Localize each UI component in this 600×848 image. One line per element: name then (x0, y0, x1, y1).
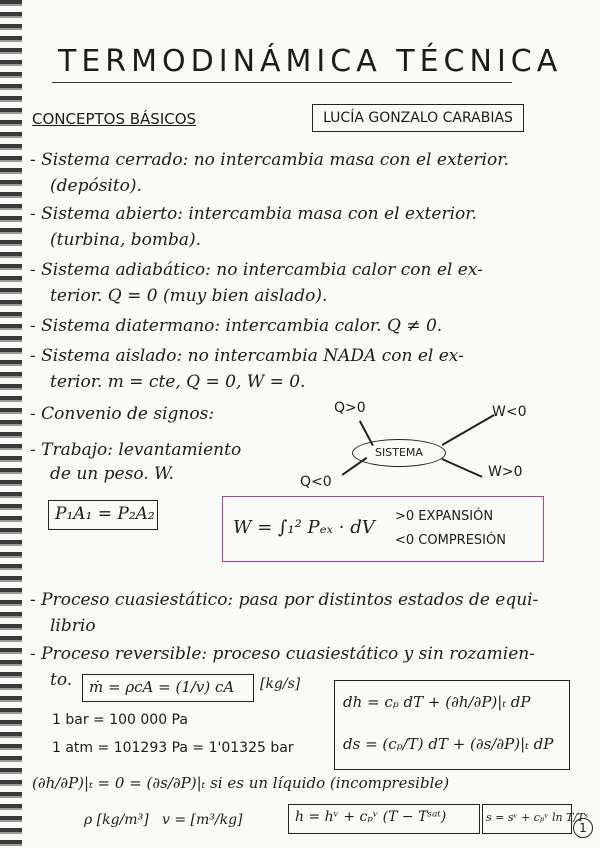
author-box: LUCÍA GONZALO CARABIAS (312, 104, 524, 132)
label-q-positive: Q>0 (334, 400, 366, 416)
work-compression: <0 COMPRESIÓN (395, 533, 506, 548)
line-convenio-signos: - Convenio de signos: (30, 404, 215, 424)
line-adiabatico-cont: terior. Q = 0 (muy bien aislado). (50, 286, 328, 306)
arrow-q-out (342, 457, 367, 475)
page-title: TERMODINÁMICA TÉCNICA (58, 44, 563, 79)
enthalpy-liquid-box (288, 804, 480, 834)
enthalpy-entropy-box (334, 680, 570, 770)
work-formula-box (222, 496, 544, 562)
line-aislado-cont: terior. m = cte, Q = 0, W = 0. (50, 372, 306, 392)
dh-equation: dh = cₚ dT + (∂h/∂P)|ₜ dP (343, 693, 531, 711)
line-turbina: (turbina, bomba). (50, 230, 202, 250)
system-ellipse: SISTEMA (352, 439, 446, 467)
atm-conversion: 1 atm = 101293 Pa = 1'01325 bar (52, 740, 294, 756)
line-sistema-abierto: - Sistema abierto: intercambia masa con el exterior. (30, 204, 477, 224)
line-sistema-aislado: - Sistema aislado: no intercambia NADA con el ex- (30, 346, 464, 366)
s-equation: s = sᵛ + cₚᵛ ln T/Tˢ (486, 811, 589, 824)
work-integral: W = ∫₁² Pₑₓ · dV (233, 517, 375, 538)
pressure-equation-box (48, 500, 158, 530)
work-expansion: >0 EXPANSIÓN (395, 509, 494, 524)
line-trabajo-cont: de un peso. W. (50, 464, 174, 484)
line-proceso-cuasiestatico: - Proceso cuasiestático: pasa por distintos estados de equi- (30, 590, 539, 610)
entropy-liquid-box (482, 804, 589, 834)
title-underline (52, 82, 512, 83)
label-w-positive: W>0 (488, 464, 523, 480)
label-w-negative: W<0 (492, 404, 527, 420)
specific-volume-units: v = [m³/kg] (162, 812, 243, 828)
notebook-page (22, 0, 600, 848)
line-sistema-cerrado: - Sistema cerrado: no intercambia masa con el exterior. (30, 150, 509, 170)
page-number: 1 (573, 818, 593, 838)
pressure-equation: P₁A₁ = P₂A₂ (55, 504, 155, 524)
label-q-negative: Q<0 (300, 474, 332, 490)
line-deposito: (depósito). (50, 176, 142, 196)
section-heading: CONCEPTOS BÁSICOS (32, 110, 197, 128)
bar-conversion: 1 bar = 100 000 Pa (52, 712, 188, 728)
line-trabajo: - Trabajo: levantamiento (30, 440, 242, 460)
mass-flow-equation: ṁ = ρcA = (1/v) cA (89, 678, 235, 696)
mass-flow-units: [kg/s] (260, 676, 301, 692)
line-sistema-adiabatico: - Sistema adiabático: no intercambia calor con el ex- (30, 260, 483, 280)
h-equation: h = hᵛ + cₚᵛ (T − Tˢᵃᵗ) (295, 809, 447, 825)
line-proceso-reversible: - Proceso reversible: proceso cuasiestático y sin rozamien- (30, 644, 535, 664)
mass-flow-box (82, 674, 254, 702)
ds-equation: ds = (cₚ/T) dT + (∂s/∂P)|ₜ dP (343, 735, 554, 753)
liquid-condition: (∂h/∂P)|ₜ = 0 = (∂s/∂P)|ₜ si es un líquido (incompresible) (32, 774, 450, 792)
line-to: to. (50, 670, 73, 690)
line-equilibrio: librio (50, 616, 96, 636)
arrow-w-out (442, 458, 483, 477)
notebook-spiral (0, 0, 22, 848)
line-sistema-diatermano: - Sistema diatermano: intercambia calor. Q ≠ 0. (30, 316, 443, 336)
arrow-w-in (442, 414, 495, 445)
density-units: ρ [kg/m³] (84, 812, 149, 828)
